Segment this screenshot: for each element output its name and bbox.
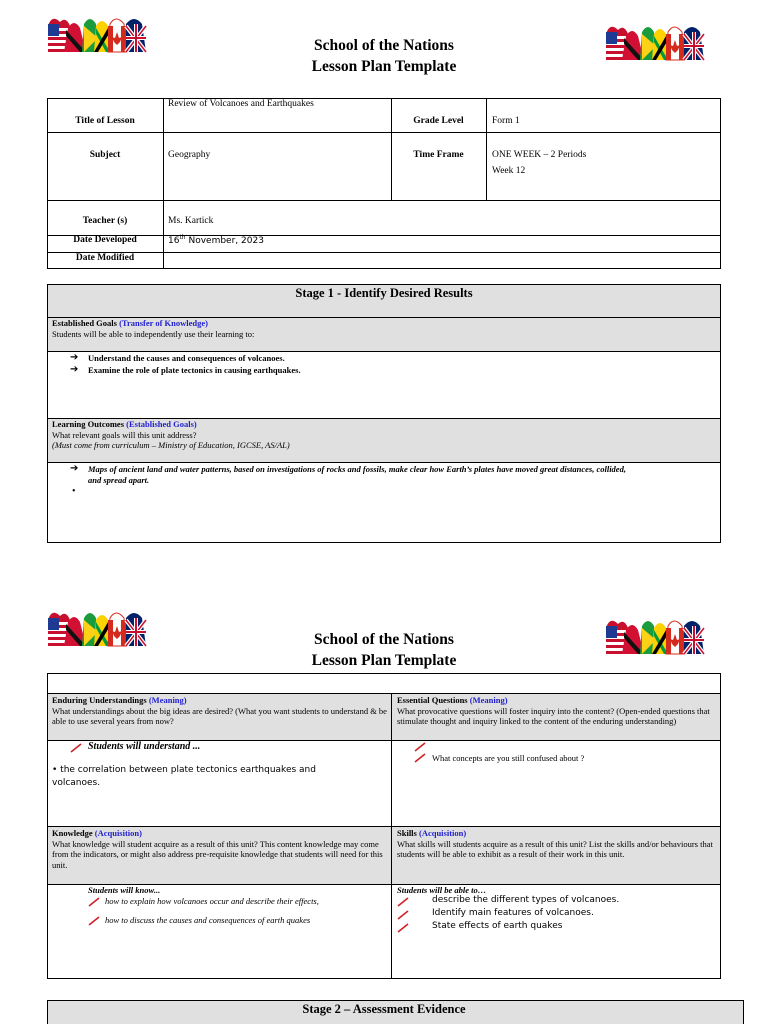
school-name: School of the Nations — [314, 37, 454, 54]
eq-item: What concepts are you still confused about ? — [432, 753, 585, 763]
subject-value: Geography — [168, 150, 211, 160]
time-frame-value-week: Week 12 — [492, 166, 526, 176]
teacher-label: Teacher (s) — [82, 216, 128, 226]
skills-header: Skills (Acquisition) What skills will students acquire as a result of this unit? List the skills and/or behaviours that students will be able to exhibit as a result of their work in this unit. — [397, 828, 713, 859]
outcome-item-1: Maps of ancient land and water patterns, based on investigations of rocks and fossils, make clear how Earth’s plates have moved great distances, collided, and spread apart. — [88, 464, 626, 485]
goal-item-2: Examine the role of plate tectonics in causing earthquakes. — [88, 365, 301, 375]
grade-level-label: Grade Level — [413, 116, 464, 126]
check-icon-eq-1 — [414, 742, 426, 752]
template-title: Lesson Plan Template — [311, 58, 457, 75]
grade-level-value: Form 1 — [492, 116, 520, 126]
knowledge-list-head: Students will know... — [88, 885, 161, 895]
check-icon-k-1 — [88, 897, 100, 907]
check-icon-eu — [70, 743, 82, 753]
check-icon-s-2 — [397, 910, 409, 920]
outcome-arrow-icon: ➔ — [70, 463, 79, 474]
time-frame-value-periods: ONE WEEK – 2 Periods — [492, 150, 587, 160]
title-of-lesson-label: Title of Lesson — [75, 116, 135, 126]
goal-arrow-icon-2: ➔ — [70, 364, 79, 375]
skills-list-head: Students will be able to… — [397, 885, 487, 895]
knowledge-item-2: how to discuss the causes and consequences of earth quakes — [105, 915, 311, 925]
date-developed-value: 16th November, 2023 — [168, 234, 264, 246]
stage2-title: Stage 2 – Assessment Evidence — [302, 1002, 466, 1016]
eu-item-text: • the correlation between plate tectonics earthquakes and volcanoes. — [52, 765, 316, 788]
check-icon-eq-2 — [414, 753, 426, 763]
stage1-title: Stage 1 - Identify Desired Results — [295, 286, 473, 300]
essential-questions-header: Essential Questions (Meaning) What provocative questions will foster inquiry into the content? (Open-ended questions that stimulate thought and inquiry linked to the content of the enduring understanding) — [397, 695, 710, 726]
learning-outcomes-header: Learning Outcomes (Established Goals) What relevant goals will this unit address? (Must come from curriculum – Ministry of Education, IGCSE, AS/AL) — [52, 419, 290, 450]
check-icon-s-3 — [397, 923, 409, 933]
school-name-page2: School of the Nations — [314, 631, 454, 648]
knowledge-item-1: how to explain how volcanoes occur and describe their effects, — [105, 896, 319, 906]
established-goals-header: Established Goals (Transfer of Knowledge) Students will be able to independently use their learning to: — [52, 318, 255, 339]
template-title-page2: Lesson Plan Template — [311, 652, 457, 669]
skill-item-1: describe the different types of volcanoes. — [432, 895, 620, 905]
subject-label: Subject — [89, 150, 121, 160]
date-modified-label: Date Modified — [75, 253, 135, 263]
time-frame-label: Time Frame — [413, 150, 464, 160]
check-icon-k-2 — [88, 916, 100, 926]
date-developed-label: Date Developed — [73, 235, 137, 245]
teacher-value: Ms. Kartick — [168, 216, 214, 226]
title-of-lesson-value: Review of Volcanoes and Earthquakes — [168, 99, 314, 109]
skill-item-2: Identify main features of volcanoes. — [432, 908, 594, 918]
goal-arrow-icon-1: ➔ — [70, 352, 79, 363]
goal-item-1: Understand the causes and consequences of volcanoes. — [88, 353, 285, 363]
knowledge-header: Knowledge (Acquisition) What knowledge will student acquire as a result of this unit? This content knowledge may come from the indicators, or might also address pre-requisite knowledge that students will need for this unit. — [52, 828, 383, 870]
enduring-understandings-header: Enduring Understandings (Meaning) What understandings about the big ideas are desired? (What you want students to understand & be able to use several years from now? — [52, 695, 387, 726]
outcome-empty-bullet: • — [72, 486, 76, 497]
eu-item-head: Students will understand ... — [88, 741, 201, 752]
skill-item-3: State effects of earth quakes — [432, 921, 563, 931]
check-icon-s-1 — [397, 897, 409, 907]
